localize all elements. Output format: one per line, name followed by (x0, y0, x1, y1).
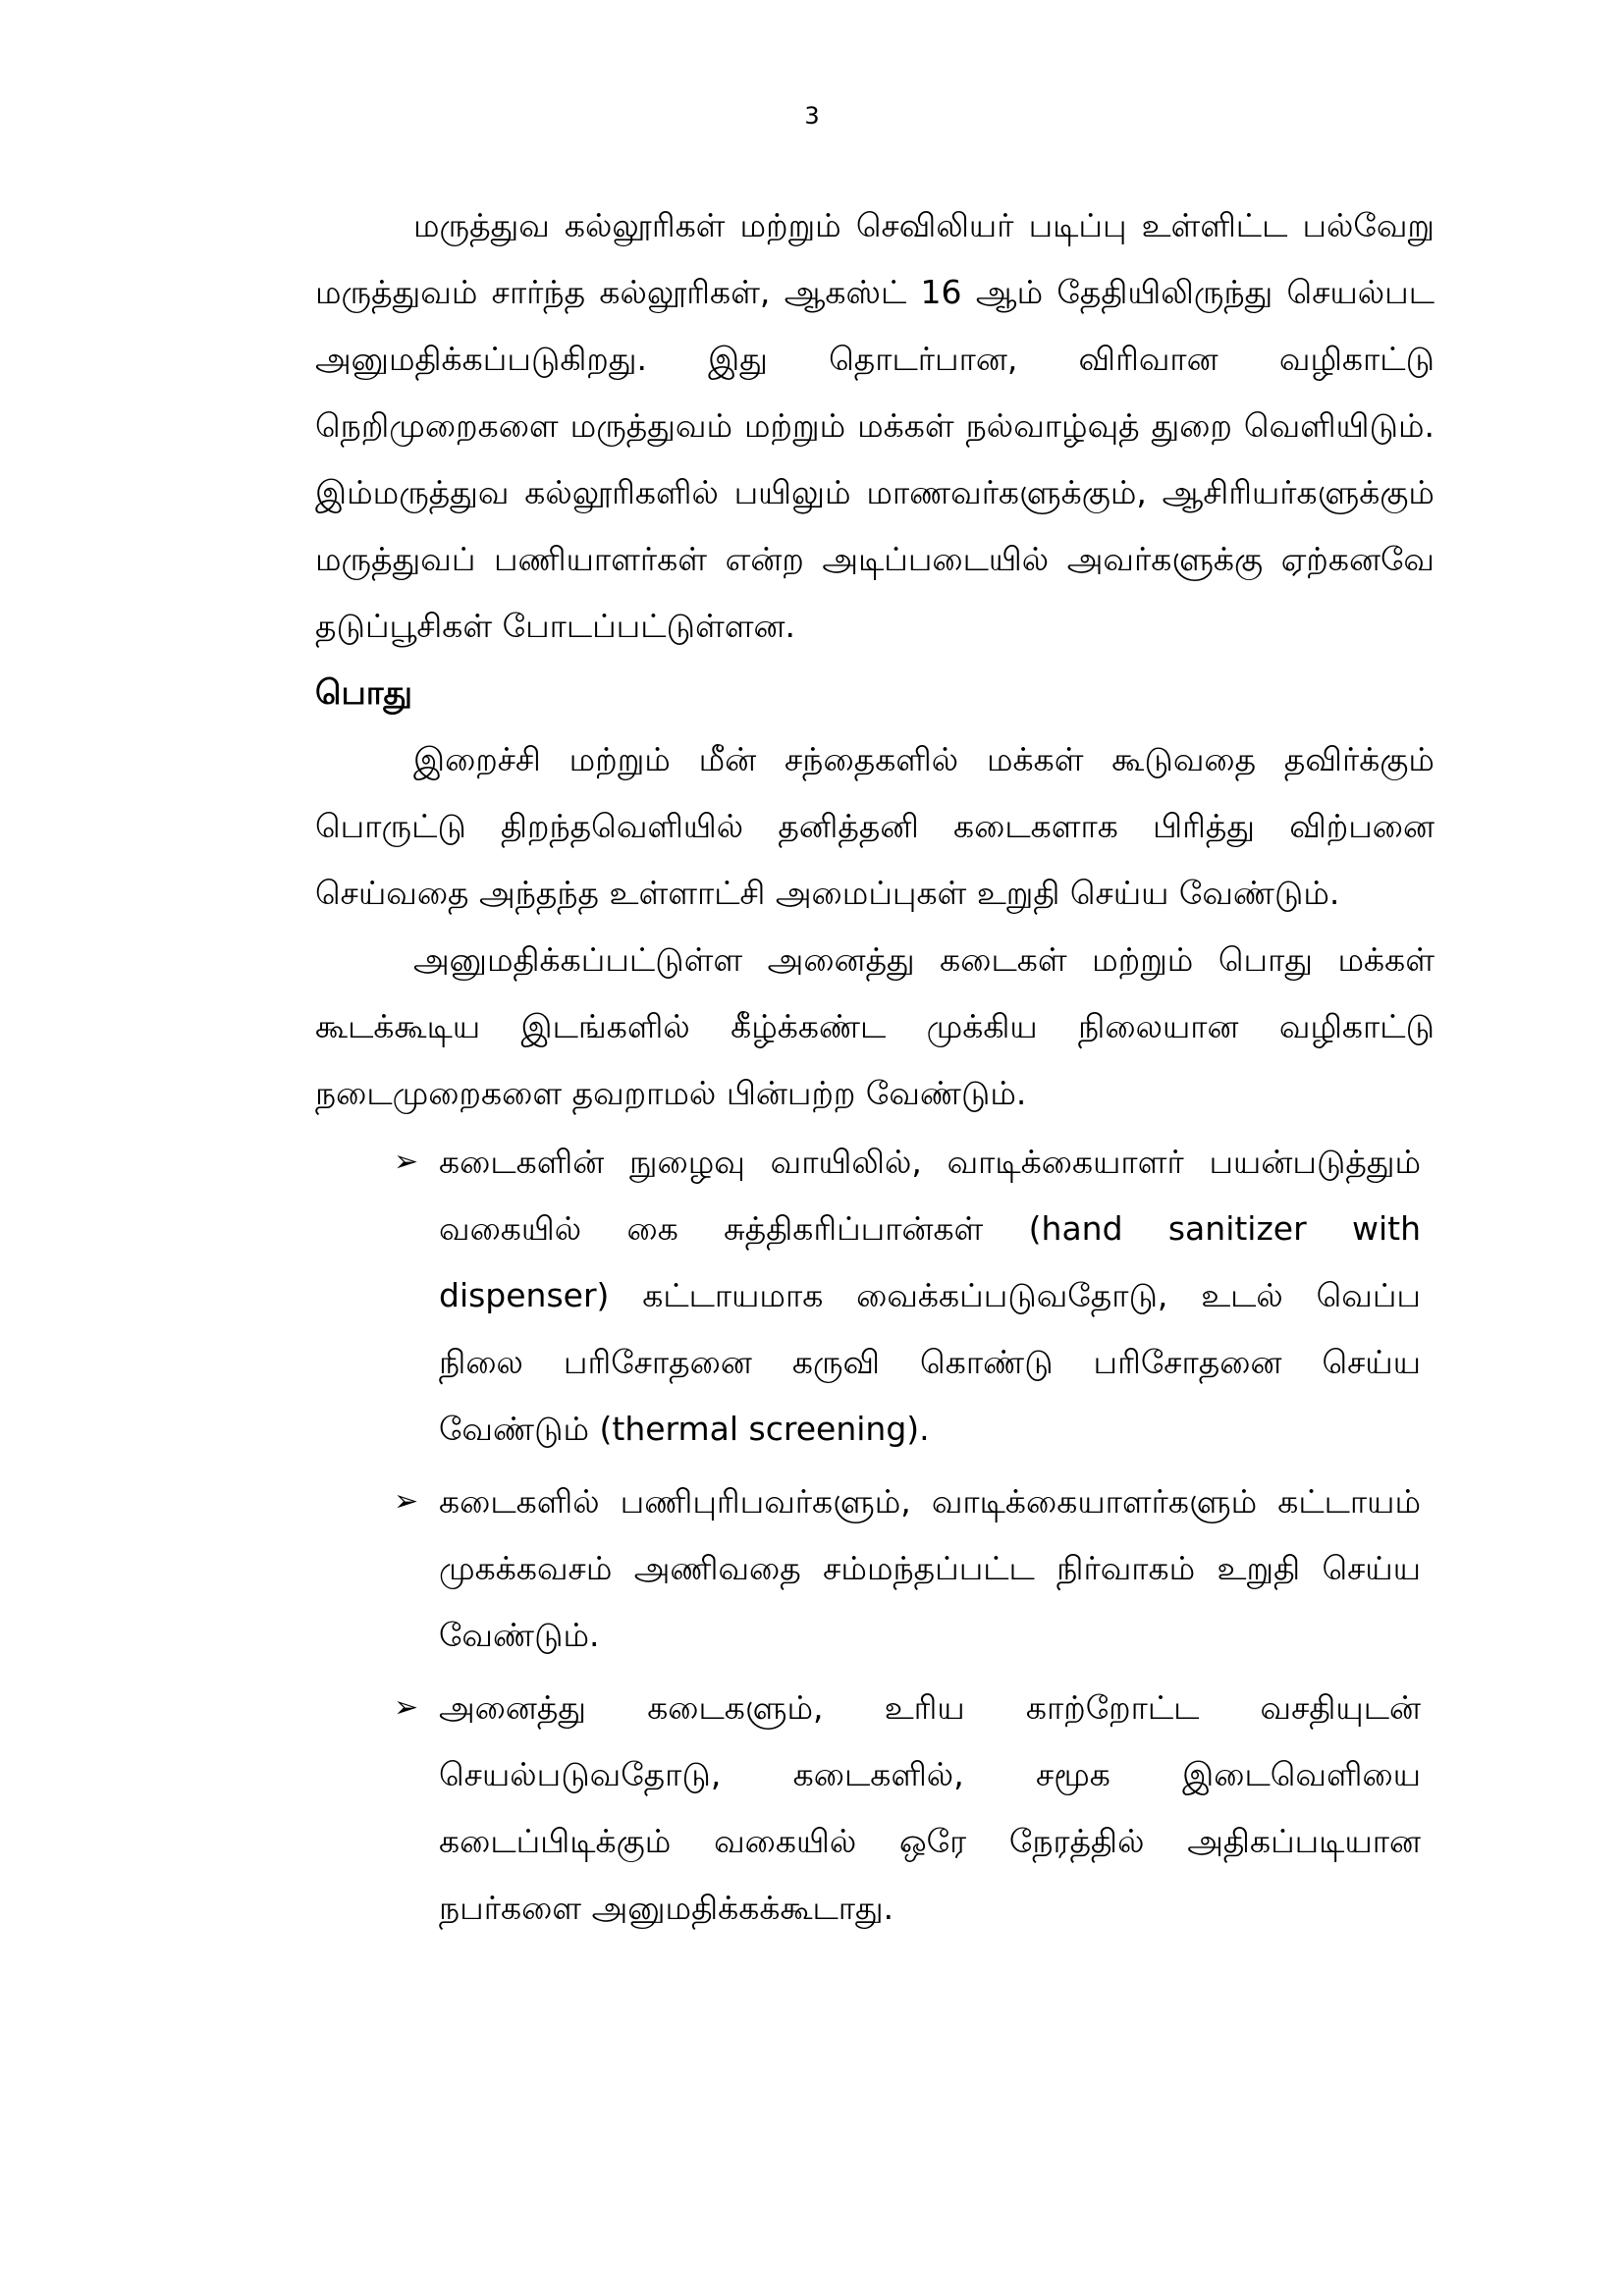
bullet-item-masks (315, 1468, 1421, 1669)
arrow-bullet-icon: ➢ (394, 1690, 419, 1725)
page-number: 3 (804, 102, 820, 130)
bullet-item-ventilation (315, 1675, 1421, 1942)
bullet-text: கடைகளில் பணிபுரிபவர்களும், வாடிக்கையாளர்களும் கட்டாயம் முகக்கவசம் அணிவதை சம்மந்தப்பட்ட நிர்வாகம் உறுதி செய்ய வேண்டும். (439, 1482, 1421, 1654)
paragraph-markets: இறைச்சி மற்றும் மீன் சந்தைகளில் மக்கள் கூடுவதை தவிர்க்கும் பொருட்டு திறந்தவெளியில் தனித்தனி கடைகளாக பிரித்து விற்பனை செய்வதை அந்தந்த உள்ளாட்சி அமைப்புகள் உறுதி செய்ய வேண்டும். (315, 740, 1435, 912)
arrow-bullet-icon: ➢ (394, 1484, 419, 1519)
document-body (315, 192, 1435, 1948)
bullet-text: அனைத்து கடைகளும், உரிய காற்றோட்ட வசதியுடன் செயல்படுவதோடு, கடைகளில், சமூக இடைவெளியை கடைப்பிடிக்கும் வகையில் ஒரே நேரத்தில் அதிகப்படியான நபர்களை அனுமதிக்கக்கூடாது. (439, 1688, 1421, 1927)
paragraph-medical-colleges: மருத்துவ கல்லூரிகள் மற்றும் செவிலியர் படிப்பு உள்ளிட்ட பல்வேறு மருத்துவம் சார்ந்த கல்லூரிகள், ஆகஸ்ட் 16 ஆம் தேதியிலிருந்து செயல்பட அனுமதிக்கப்படுகிறது. இது தொடர்பான, விரிவான வழிகாட்டு நெறிமுறைகளை மருத்துவம் மற்றும் மக்கள் நல்வாழ்வுத் துறை வெளியிடும். இம்மருத்துவ கல்லூரிகளில் பயிலும் மாணவர்களுக்கும், ஆசிரியர்களுக்கும் மருத்துவப் பணியாளர்கள் என்ற அடிப்படையில் அவர்களுக்கு ஏற்கனவே தடுப்பூசிகள் போடப்பட்டுள்ளன. (315, 206, 1435, 645)
guidelines-bullet-list (315, 1129, 1435, 1942)
paragraph-shops-guidelines: அனுமதிக்கப்பட்டுள்ள அனைத்து கடைகள் மற்றும் பொது மக்கள் கூடக்கூடிய இடங்களில் கீழ்க்கண்ட முக்கிய நிலையான வழிகாட்டு நடைமுறைகளை தவறாமல் பின்பற்ற வேண்டும். (315, 940, 1435, 1112)
arrow-bullet-icon: ➢ (394, 1145, 419, 1179)
section-heading-general: பொது (315, 673, 413, 713)
bullet-text: கடைகளின் நுழைவு வாயிலில், வாடிக்கையாளர் பயன்படுத்தும் வகையில் கை சுத்திகரிப்பான்கள் (hand sanitizer with dispenser) கட்டாயமாக வைக்கப்படுவதோடு, உடல் வெப்ப நிலை பரிசோதனை கருவி கொண்டு பரிசோதனை செய்ய வேண்டும் (thermal screening). (439, 1143, 1421, 1448)
bullet-item-sanitizer (315, 1129, 1421, 1463)
